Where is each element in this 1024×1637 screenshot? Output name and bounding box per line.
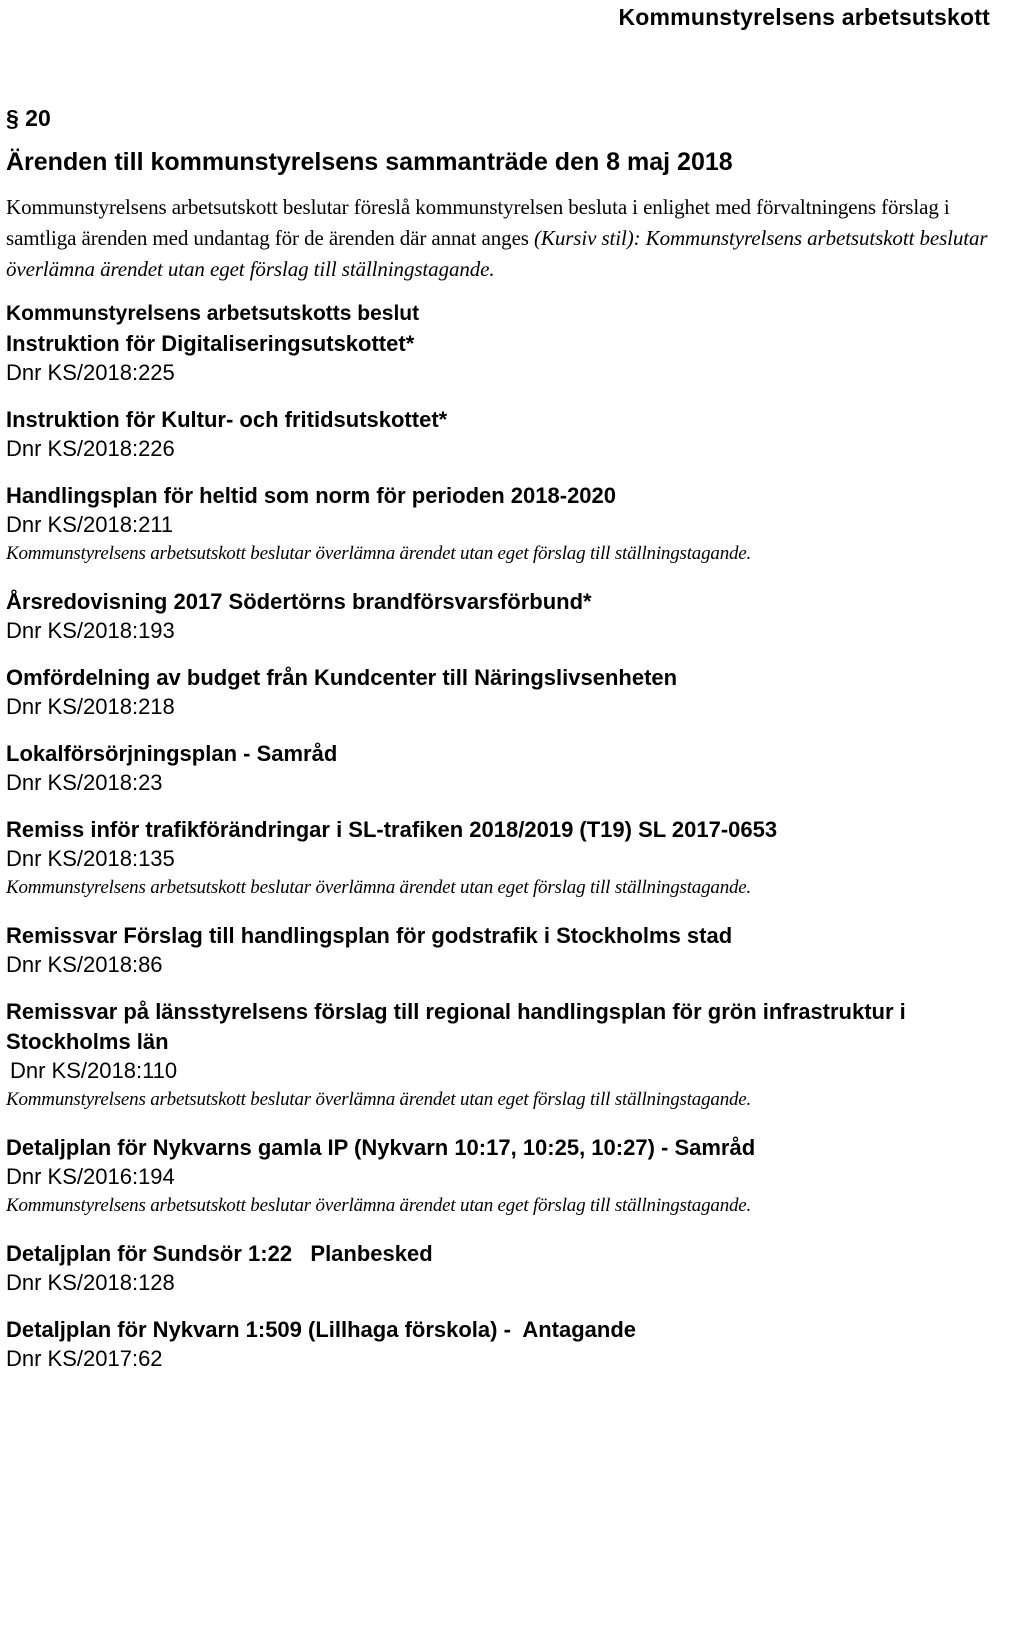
agenda-item	[6, 997, 1016, 1115]
agenda-item-title: Handlingsplan för heltid som norm för perioden 2018-2020	[6, 483, 617, 508]
agenda-item	[6, 405, 1016, 463]
agenda-item	[6, 587, 1016, 645]
agenda-item-title: Instruktion för Kultur- och fritidsutskottet*	[6, 407, 448, 432]
agenda-item-title: Instruktion för Digitaliseringsutskottet*	[6, 331, 415, 356]
agenda-item	[6, 1239, 1016, 1297]
page-title: Ärenden till kommunstyrelsens sammanträde den 8 maj 2018	[6, 148, 733, 176]
agenda-item-dnr: Dnr KS/2018:211	[6, 512, 174, 537]
agenda-item-dnr: Dnr KS/2018:23	[6, 770, 163, 795]
agenda-item-dnr: Dnr KS/2017:62	[6, 1346, 163, 1371]
agenda-item-title: Remissvar Förslag till handlingsplan för godstrafik i Stockholms stad	[6, 923, 733, 948]
agenda-item-dnr: Dnr KS/2018:193	[6, 618, 175, 643]
intro-italic-text: (Kursiv stil): Kommunstyrelsens arbetsutskott beslutar överlämna ärendet utan eget förslag till ställningstagande.	[6, 226, 988, 281]
agenda-item-dnr: Dnr KS/2016:194	[6, 1164, 175, 1189]
intro-text: Kommunstyrelsens arbetsutskott beslutar föreslå kommunstyrelsen besluta i enlighet med förvaltningens förslag i samtliga ärenden med undantag för de ärenden där annat anges	[6, 195, 950, 250]
agenda-item-title: Lokalförsörjningsplan - Samråd	[6, 741, 338, 766]
agenda-item-title: Detaljplan för Nykvarn 1:509 (Lillhaga förskola) - Antagande	[6, 1317, 636, 1342]
agenda-item-note: Kommunstyrelsens arbetsutskott beslutar överlämna ärendet utan eget förslag till ställningstagande.	[6, 877, 752, 898]
agenda-item-dnr: Dnr KS/2018:110	[10, 1058, 178, 1083]
agenda-item	[6, 1133, 1016, 1221]
agenda-item-dnr: Dnr KS/2018:226	[6, 436, 175, 461]
agenda-item-dnr: Dnr KS/2018:225	[6, 360, 175, 385]
decision-heading: Kommunstyrelsens arbetsutskotts beslut	[6, 302, 420, 325]
agenda-item-note: Kommunstyrelsens arbetsutskott beslutar överlämna ärendet utan eget förslag till ställningstagande.	[6, 543, 752, 564]
agenda-item-dnr: Dnr KS/2018:86	[6, 952, 163, 977]
document-body	[6, 102, 1016, 1391]
agenda-item-title: Årsredovisning 2017 Södertörns brandförsvarsförbund*	[6, 589, 592, 614]
agenda-item-title: Detaljplan för Sundsör 1:22 Planbesked	[6, 1241, 433, 1266]
intro-paragraph	[6, 192, 1016, 285]
agenda-item	[6, 481, 1016, 569]
agenda-item-note: Kommunstyrelsens arbetsutskott beslutar överlämna ärendet utan eget förslag till ställningstagande.	[6, 1195, 752, 1216]
agenda-item	[6, 815, 1016, 903]
agenda-item	[6, 1315, 1016, 1373]
agenda-item-title: Remissvar på länsstyrelsens förslag till regional handlingsplan för grön infrastruktur i Stockholms län	[6, 999, 906, 1054]
agenda-item-title: Remiss inför trafikförändringar i SL-trafiken 2018/2019 (T19) SL 2017-0653	[6, 817, 778, 842]
agenda-item	[6, 921, 1016, 979]
agenda-item	[6, 663, 1016, 721]
agenda-item-note: Kommunstyrelsens arbetsutskott beslutar överlämna ärendet utan eget förslag till ställningstagande.	[6, 1089, 752, 1110]
document-header: Kommunstyrelsens arbetsutskott	[618, 4, 990, 30]
agenda-item-title: Omfördelning av budget från Kundcenter till Näringslivsenheten	[6, 665, 678, 690]
agenda-item	[6, 739, 1016, 797]
agenda-item-dnr: Dnr KS/2018:128	[6, 1270, 175, 1295]
agenda-item-dnr: Dnr KS/2018:135	[6, 846, 175, 871]
section-number: § 20	[6, 105, 51, 131]
agenda-item-dnr: Dnr KS/2018:218	[6, 694, 175, 719]
agenda-item-title: Detaljplan för Nykvarns gamla IP (Nykvarn 10:17, 10:25, 10:27) - Samråd	[6, 1135, 756, 1160]
agenda-item	[6, 329, 1016, 387]
